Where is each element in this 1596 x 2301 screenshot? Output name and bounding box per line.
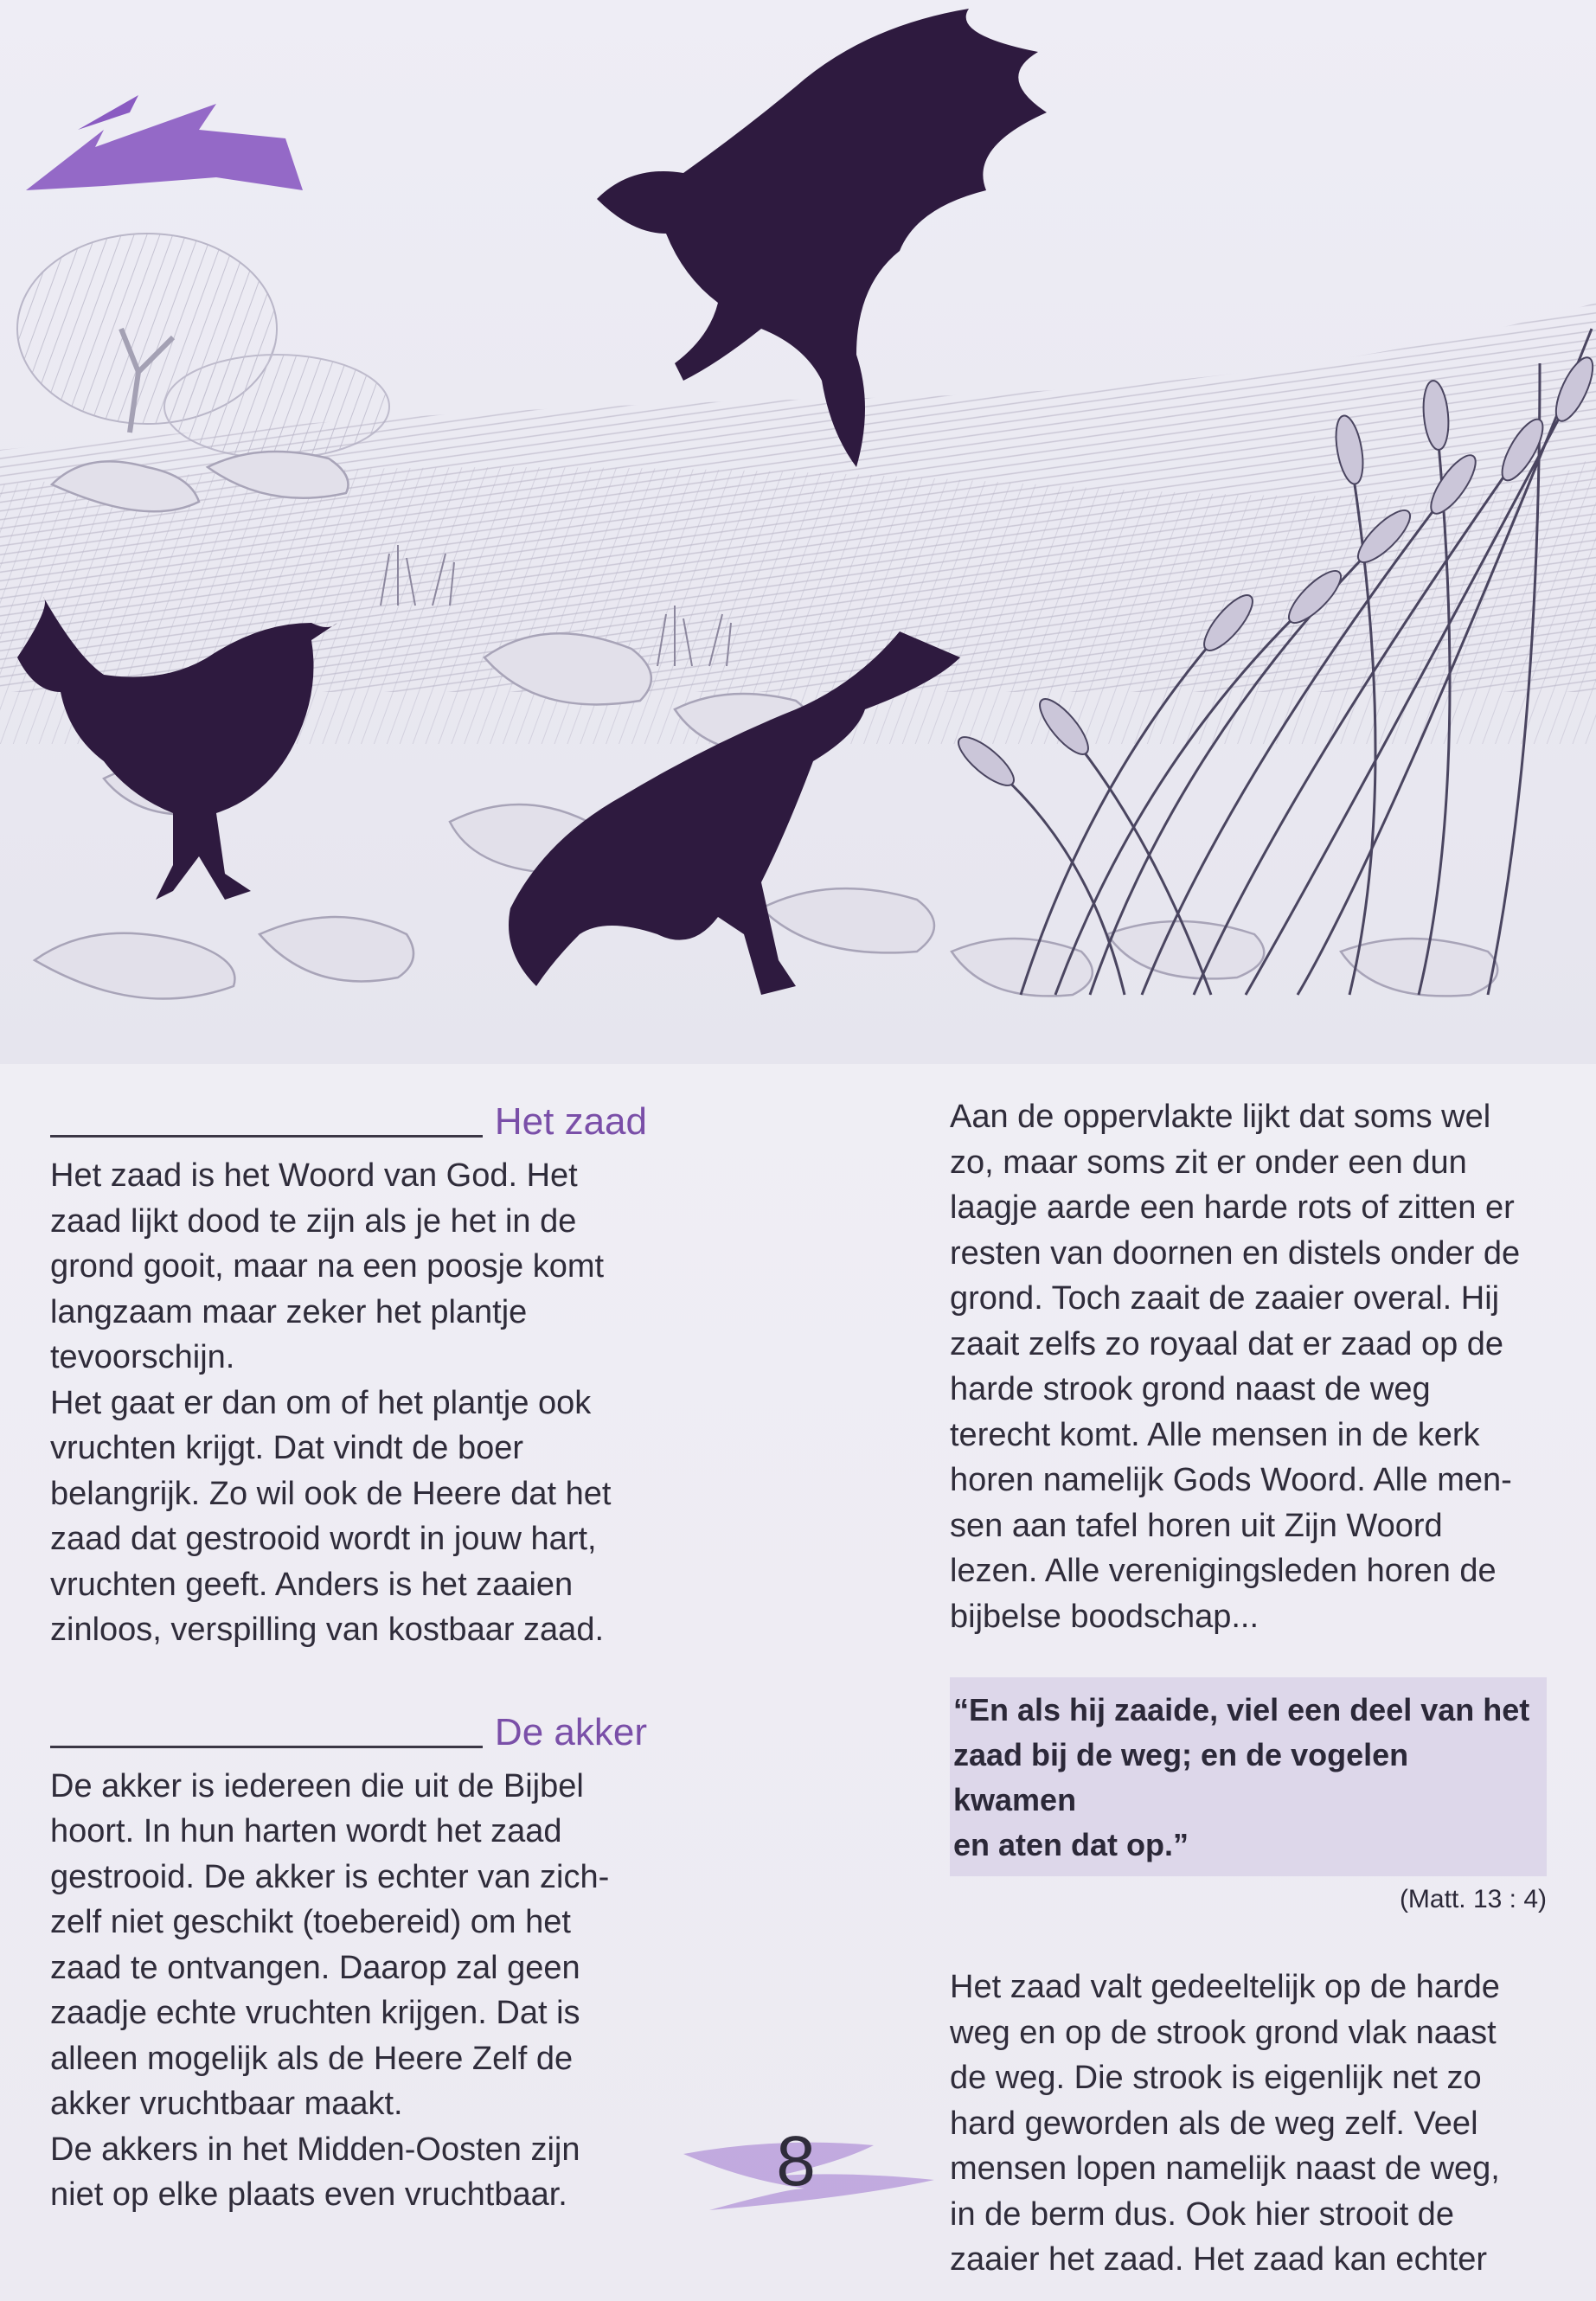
- heading-rule: [50, 1746, 483, 1748]
- heading-row-akker: [50, 1705, 647, 1759]
- left-column: [50, 1094, 647, 2218]
- paragraph-right-bottom: Het zaad valt gedeeltelijk op de harde weg en op de strook grond vlak naast de weg. Die strook is eigenlijk net zo hard geworden als de weg zelf. Veel mensen lopen namelijk naast de weg, in de berm dus. Ook hier strooit de zaaier het zaad. Het zaad kan echter: [950, 1969, 1500, 2278]
- page-number: 8: [776, 2122, 816, 2201]
- section-heading-het-zaad: Het zaad: [494, 1100, 647, 1143]
- quote-citation: (Matt. 13 : 4): [1399, 1885, 1547, 1913]
- paragraph-right-top: Aan de oppervlakte lijkt dat soms wel zo, maar soms zit er onder een dun laagje aarde een harde rots of zitten er resten van doornen en distels onder de grond. Toch zaait de zaaier overal. Hij zaait zelfs zo royaal dat er zaad op de harde strook grond naast de weg terecht komt. Alle mensen in de kerk horen namelijk Gods Woord. Alle men- sen aan tafel horen uit Zijn Woord lezen. Alle verenigingsleden horen de bijbelse boodschap...: [950, 1099, 1521, 1635]
- heading-row-zaad: [50, 1094, 647, 1148]
- paragraph-de-akker: De akker is iedereen die uit de Bijbel hoort. In hun harten wordt het zaad gestrooid. De akker is echter van zich- zelf niet geschikt (toebereid) om het zaad te ontvangen. Daarop zal geen zaadje echte vruchten krijgen. Dat is alleen mogelijk als de Heere Zelf de akker vruchtbaar maakt. De akkers in het Midden-Oosten zijn niet op elke plaats even vruchtbaar.: [50, 1767, 610, 2213]
- right-column: [950, 1094, 1547, 2283]
- heading-rule: [50, 1135, 483, 1138]
- illustration-crows-field: [0, 0, 1596, 1064]
- bible-quote-box: [950, 1677, 1547, 1876]
- bible-quote: “En als hij zaaide, viel een deel van het zaad bij de weg; en de vogelen kwamen en aten dat op.”: [953, 1692, 1530, 1862]
- illustration-svg: [0, 0, 1596, 1064]
- section-heading-de-akker: De akker: [494, 1710, 647, 1753]
- paragraph-het-zaad: Het zaad is het Woord van God. Het zaad lijkt dood te zijn als je het in de grond gooit, maar na een poosje komt langzaam maar zeker het plantje tevoorschijn. Het gaat er dan om of het plantje ook vruchten krijgt. Dat vindt de boer belangrijk. Zo wil ook de Heere dat het zaad dat gestrooid wordt in jouw hart, vruchten geeft. Anders is het zaaien zinloos, verspilling van kostbaar zaad.: [50, 1157, 612, 1648]
